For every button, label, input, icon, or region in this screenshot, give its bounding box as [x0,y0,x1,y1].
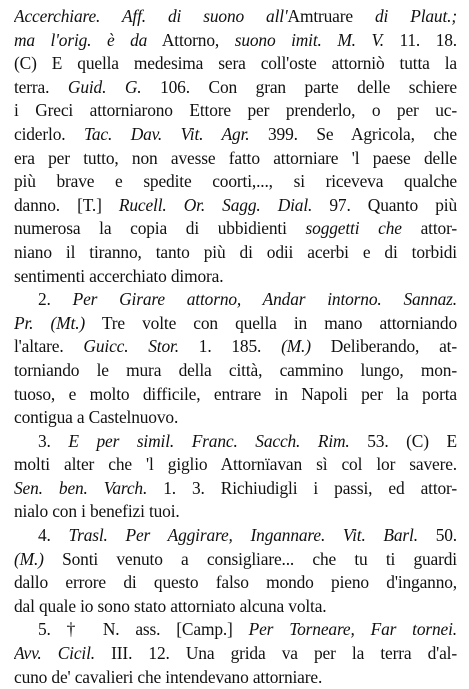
dictionary-entry-text [14,5,457,689]
text-segment: tuoso, e molto difficile, entrare in Napoli per la porta [14,383,457,404]
text-line [14,335,457,359]
text-segment: era per tutto, non avesse fatto attorniare 'l paese delle [14,147,457,168]
text-segment: 50. [417,525,457,546]
text-segment: dal quale io sono stato attorniato alcuna volta. [14,595,327,616]
text-line [14,29,457,53]
text-segment: torniando le mura della città, cammino lungo, mon- [14,359,457,380]
text-line [14,430,457,454]
italic-text-segment: Franc. Sacch. Rim. [174,430,350,451]
text-line [14,406,457,430]
italic-text-segment: (Mt.) [33,312,86,333]
text-line [14,595,457,619]
text-segment: più brave e spedite coorti,..., si riceveva qualche [14,171,457,192]
text-segment: attor- [401,218,457,239]
text-segment: 3. [38,430,51,451]
text-line [14,265,457,289]
text-line [14,477,457,501]
italic-text-segment: suono imit. [219,29,322,50]
text-line [14,666,457,689]
text-segment: numerosa la copia di ubbidienti [14,218,287,239]
text-line [14,147,457,171]
text-segment: nialo con i benefizi tuoi. [14,501,180,522]
text-line [14,99,457,123]
italic-text-segment: Guid. G. [49,76,142,97]
text-line [14,5,457,29]
text-segment: Deliberando, at- [310,336,457,357]
italic-text-segment: M. V. [321,29,384,50]
text-segment: Attorno, [147,29,220,50]
italic-text-segment: Rucell. Or. Sagg. Dial. [101,194,313,215]
text-segment: III. 12. Una grida va per la terra d'al- [94,643,457,664]
text-line [14,383,457,407]
italic-text-segment: E per simil. [50,430,175,451]
text-segment: ciderlo. [14,123,66,144]
text-segment: 11. 18. [383,29,457,50]
italic-text-segment: Sannaz. [381,289,457,310]
text-line [14,312,457,336]
italic-text-segment: Sen. ben. Varch. [14,477,148,498]
text-segment: 399. Se Agricola, che [249,123,457,144]
text-line [14,123,457,147]
italic-text-segment: Avv. Cicil. [14,643,95,664]
italic-text-segment: ma l'orig. è da [14,29,148,50]
text-line [14,524,457,548]
text-segment: 53. (C) E [349,430,457,451]
text-segment: molti alter che 'l giglio Attornïavan sì col lor savere. [14,454,457,475]
italic-text-segment: Trasl. Per Aggirare, Ingannare. Vit. Barl. [50,525,418,546]
italic-text-segment: Per Girare attorno, Andar intorno. [50,289,382,310]
text-segment: l'altare. [14,336,64,357]
text-segment: niano il tiranno, tanto più di odii acerbi e di torbidi [14,241,457,262]
text-segment: Tre volte con quella in mano attorniando [85,312,457,333]
text-segment: 1. 185. [178,336,262,357]
text-segment: Amtruare [287,6,353,26]
text-segment: contigua a Castelnuovo. [14,407,179,428]
text-segment: 106. Con gran parte delle schiere [141,76,457,97]
text-line [14,500,457,524]
italic-text-segment: Accerchiare. [14,6,101,26]
text-segment: cuno de' cavalieri che intendevano attorniare. [14,666,323,687]
text-line [14,288,457,312]
text-line [14,571,457,595]
text-line [14,76,457,100]
italic-text-segment: di Plaut.; [352,6,457,26]
text-segment: 5. † N. ass. [Camp.] [38,619,233,640]
italic-text-segment: Pr. [14,312,34,333]
text-segment: 1. 3. Richiudigli i passi, ed attor- [147,477,457,498]
text-segment: sentimenti accerchiato dimora. [14,265,224,286]
italic-text-segment: Aff. di suono all' [100,6,288,26]
text-segment: (C) E quella medesima sera coll'oste attorniò tutta la [14,53,457,74]
text-line [14,217,457,241]
text-line [14,241,457,265]
italic-text-segment: (M.) [14,548,44,569]
text-segment: terra. [14,76,50,97]
italic-text-segment: Tac. Dav. Vit. Agr. [65,123,250,144]
text-line [14,548,457,572]
italic-text-segment: Per Torneare, Far tornei. [232,619,457,640]
text-line [14,170,457,194]
italic-text-segment: (M.) [261,336,311,357]
text-line [14,453,457,477]
text-segment: 2. [38,289,51,310]
text-segment: danno. [T.] [14,194,102,215]
text-segment: 97. Quanto più [312,194,457,215]
text-segment: Sonti venuto a consigliare... che tu ti guardi [43,548,457,569]
text-segment: dallo errore di questo falso mondo pieno d'inganno, [14,572,457,593]
text-line [14,618,457,642]
text-segment: i Greci attorniarono Ettore per prenderlo, o per uc- [14,100,457,121]
text-segment: 4. [38,525,51,546]
text-line [14,642,457,666]
text-line [14,194,457,218]
text-line [14,359,457,383]
italic-text-segment: soggetti che [286,218,402,239]
text-line [14,52,457,76]
italic-text-segment: Guicc. Stor. [63,336,179,357]
